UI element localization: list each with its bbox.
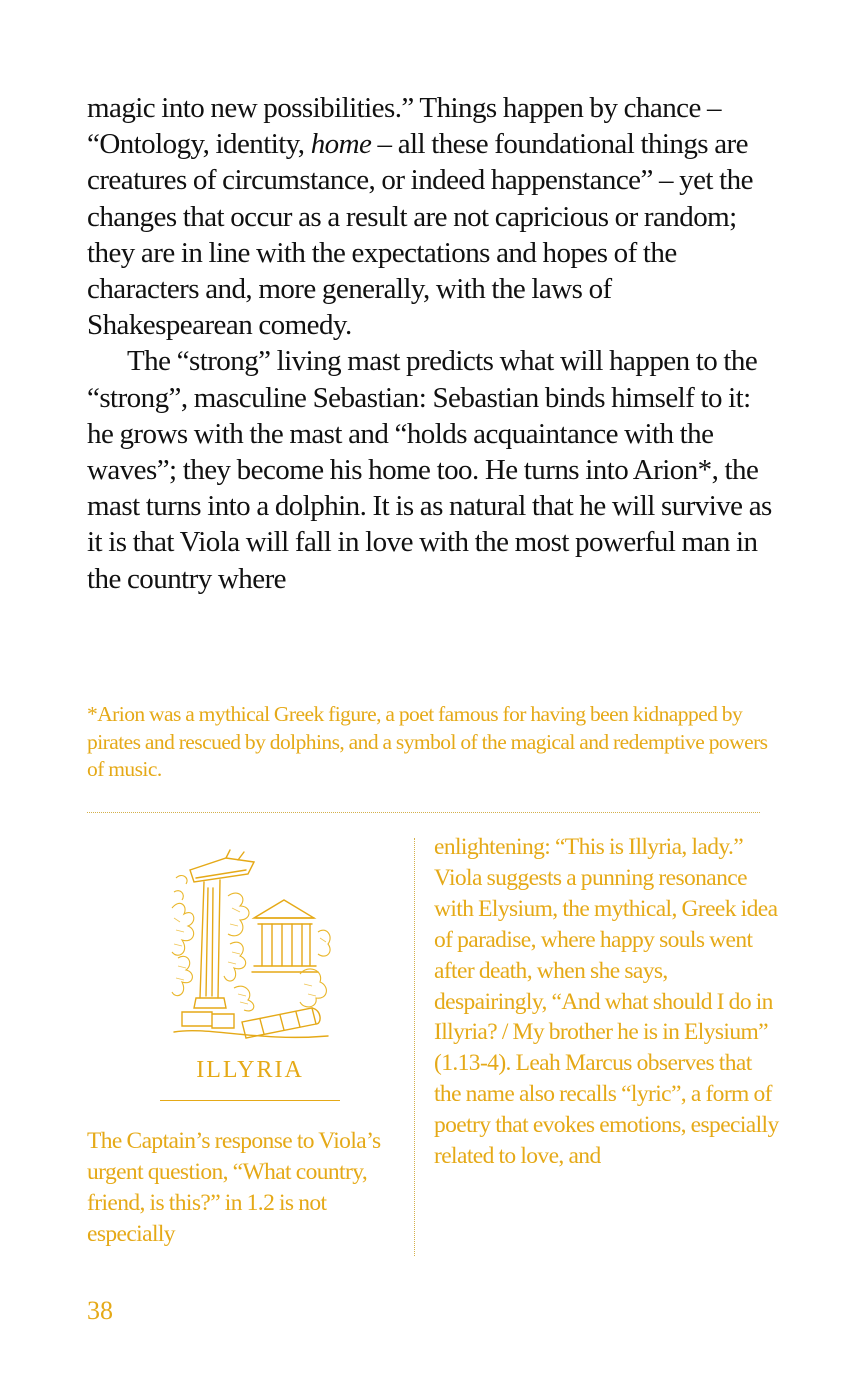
ruined-temple-engraving-icon (168, 848, 336, 1048)
caption-underline (160, 1100, 340, 1101)
image-caption-title: ILLYRIA (196, 1057, 304, 1083)
sidebar-text-left: The Captain’s response to Viola’s urgent question, “What country, friend, is this?” in 1.2 is not especially (87, 1128, 381, 1247)
emphasis-home: home (310, 128, 372, 161)
body-paragraph: The “strong” living mast predicts what will happen to the “strong”, masculine Sebastian: Sebastian binds himself to it: he grows with the mast and “holds acquaintance with the waves”; they become his home too. He turns into Arion*, the mast turns into a dolphin. It is as natural that he will survive as it is that Viola will fall in love with the most powerful man in the country where (87, 345, 772, 595)
sidebar-text-right: enlightening: “This is Illyria, lady.” Viola suggests a punning resonance with Elysium, the mythical, Greek idea of paradise, where happy souls went after death, when she says, despairingly, “And what should I do in Illyria? / My brother he is in Elysium” (1.13-4). Leah Marcus observes that the name also recalls “lyric”, a form of poetry that evokes emotions, especially related to love, and (434, 834, 779, 1170)
main-body-text (87, 90, 777, 597)
page-number: 38 (87, 1296, 113, 1325)
column-divider (414, 838, 415, 1256)
footnote: *Arion was a mythical Greek figure, a poet famous for having been kidnapped by pirates and rescued by dolphins, and a symbol of the magical and redemptive powers of music. (87, 702, 768, 781)
body-paragraph: magic into new possibilities.” Things happen by chance – “Ontology, identity, home – all these foundational things are creatures of circumstance, or indeed happenstance” – yet the changes that occur as a result are not capricious or random; they are in line with the expectations and hopes of the characters and, more generally, with the laws of Shakespearean comedy. (87, 92, 753, 342)
section-divider (87, 812, 760, 813)
